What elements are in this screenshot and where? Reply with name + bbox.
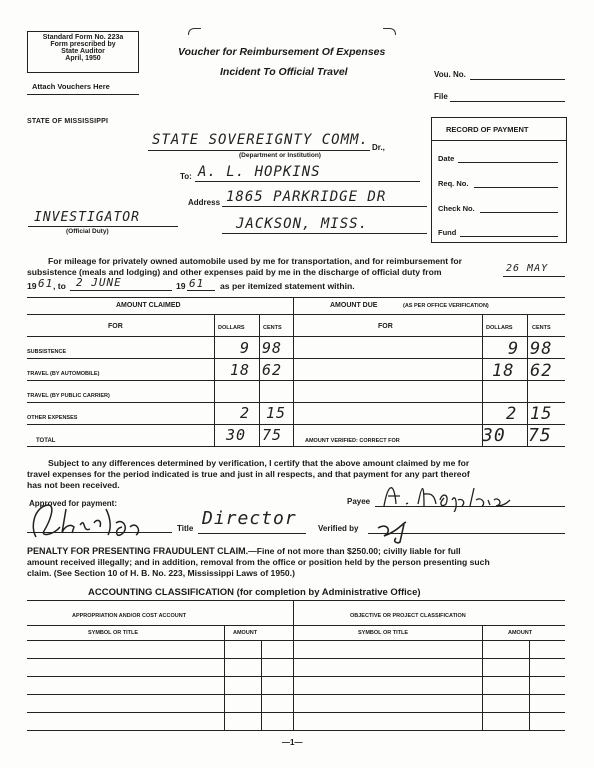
department-caption: (Department or Institution) [239, 152, 321, 159]
verified-by-label: Verified by [318, 524, 359, 533]
acct-bottom-rule [27, 730, 565, 731]
other-expenses-cents: 15 [266, 404, 287, 422]
cents-column-header: CENTS [263, 325, 282, 331]
department-value: STATE SOVEREIGNTY COMM. [152, 132, 369, 148]
attach-line [27, 94, 139, 95]
row-label-other-expenses: OTHER EXPENSES [27, 415, 78, 421]
attach-vouchers-label: Attach Vouchers Here [32, 82, 110, 91]
table-bottom-rule [27, 446, 565, 447]
file-label: File [434, 92, 448, 101]
check-no-label: Check No. [438, 204, 475, 213]
row-label-travel-public: TRAVEL (BY PUBLIC CARRIER) [27, 393, 110, 399]
verified-dollars-column-header: DOLLARS [486, 325, 513, 331]
verified-total-cents: 75 [528, 425, 552, 446]
state-label: STATE OF MISSISSIPPI [27, 118, 109, 125]
total-label: TOTAL [36, 438, 56, 444]
official-duty-line [28, 226, 178, 227]
cents-col-left [259, 314, 260, 446]
year-prefix-2: 19 [176, 281, 186, 291]
penalty-line1: —Fine of not more than $250.00; civilly liable for full [248, 546, 461, 556]
amount-due-header: AMOUNT DUE [330, 302, 378, 309]
other-expenses-dollars: 2 [240, 404, 251, 422]
amount-verified-label: AMOUNT VERIFIED: CORRECT FOR [305, 438, 400, 444]
official-duty-value: INVESTIGATOR [34, 210, 140, 225]
fund-field[interactable] [460, 236, 558, 237]
subsistence-verified-cents: 98 [530, 339, 553, 359]
subsistence-verified-dollars: 9 [508, 339, 520, 359]
total-cents: 75 [262, 426, 283, 444]
req-no-field[interactable] [474, 187, 558, 188]
record-of-payment-box [431, 117, 567, 243]
subsistence-dollars: 9 [240, 339, 251, 357]
table-col-header-rule [27, 336, 565, 337]
record-title-divider [432, 140, 566, 141]
year-1-value: 61 [38, 277, 54, 290]
acct-center-divider [293, 600, 294, 730]
table-center-divider [293, 297, 294, 446]
penalty-text-line3: claim. (See Section 10 of H. B. No. 223, Mississippi Laws of 1950.) [27, 568, 295, 578]
penalty-text-line1 [27, 546, 461, 557]
voucher-subtitle: Incident To Official Travel [220, 66, 348, 78]
acct-amount-sub-col [261, 640, 262, 730]
address-line1-value: 1865 PARKRIDGE DR [226, 189, 387, 205]
file-field[interactable] [450, 101, 565, 102]
payment-date-field[interactable] [458, 162, 558, 163]
record-of-payment-title: RECORD OF PAYMENT [446, 125, 529, 134]
form-date-line: April, 1950 [65, 55, 101, 62]
to-date-line [70, 290, 172, 291]
staple-mark-right [383, 28, 396, 35]
department-line [148, 150, 370, 151]
title-line[interactable] [198, 533, 306, 534]
travel-auto-cents: 62 [262, 361, 283, 379]
to-date-value: 2 JUNE [76, 276, 122, 289]
table-header-rule [27, 314, 565, 315]
acct-header-rule [27, 625, 565, 626]
title-value: Director [202, 508, 297, 529]
acct-row1-rule [27, 658, 565, 659]
amount-claimed-header: AMOUNT CLAIMED [116, 302, 181, 309]
acct-top-rule [27, 600, 565, 601]
address-line2 [222, 233, 427, 234]
year-prefix-1: 19 [27, 281, 37, 291]
to-word: , to [53, 281, 66, 291]
amount-due-note: (AS PER OFFICE VERIFICATION) [403, 303, 489, 309]
from-date-line [503, 276, 565, 277]
approver-signature [20, 497, 170, 541]
table-row3-rule [27, 402, 565, 403]
to-line [195, 181, 420, 182]
year-2-line [187, 290, 215, 291]
verified-for-column-header: FOR [378, 323, 393, 330]
right-symbol-header: SYMBOL OR TITLE [358, 630, 409, 636]
appropriation-header: APPROPRIATION AND/OR COST ACCOUNT [72, 613, 187, 619]
acct-row3-rule [27, 694, 565, 695]
form-number-box [27, 31, 139, 73]
to-label: To: [180, 172, 192, 181]
certify-line2: travel expenses for the period indicated is true and just in all respects, and that payment for any part thereof [27, 469, 470, 479]
mileage-text-line3: as per itemized statement within. [220, 281, 355, 291]
travel-auto-verified-dollars: 18 [492, 361, 515, 381]
other-expenses-verified-cents: 15 [530, 404, 553, 424]
title-label: Title [177, 524, 194, 533]
left-symbol-header: SYMBOL OR TITLE [88, 630, 139, 636]
acct-row2-rule [27, 676, 565, 677]
table-row2-rule [27, 380, 565, 381]
voucher-number-label: Vou. No. [434, 70, 466, 79]
department-suffix: Dr., [372, 143, 385, 152]
row-label-subsistence: SUBSISTENCE [27, 349, 67, 355]
verified-cents-column-header: CENTS [532, 325, 551, 331]
address-line1 [222, 206, 427, 207]
from-date-value: 26 MAY [506, 263, 549, 274]
row-label-travel-auto: TRAVEL (BY AUTOMOBILE) [27, 371, 100, 377]
verified-total-dollars: 30 [482, 425, 506, 446]
certify-line3: has not been received. [27, 480, 120, 490]
acct-right-amount-sub-col [529, 640, 530, 730]
other-expenses-verified-dollars: 2 [506, 404, 518, 424]
address-label: Address [188, 198, 221, 207]
left-amount-header: AMOUNT [233, 630, 258, 636]
address-line2-value: JACKSON, MISS. [236, 216, 369, 232]
dollars-col-left [214, 314, 215, 446]
payee-label: Payee [347, 497, 371, 506]
approved-for-payment-label: Approved for payment: [29, 499, 118, 508]
for-column-header: FOR [108, 323, 123, 330]
total-dollars: 30 [226, 426, 247, 444]
req-no-label: Req. No. [438, 179, 469, 188]
right-amount-header: AMOUNT [508, 630, 533, 636]
year-2-value: 61 [189, 277, 205, 290]
certify-line1: Subject to any differences determined by verification, I certify that the above amount claimed by me for [48, 458, 470, 468]
acct-row4-rule [27, 712, 565, 713]
form-number-line: Standard Form No. 223a [42, 34, 124, 41]
table-row1-rule [27, 358, 565, 359]
page-number: —1— [282, 738, 303, 747]
form-auditor-line: State Auditor [61, 48, 105, 55]
check-no-field[interactable] [480, 212, 558, 213]
payee-signature [378, 478, 558, 512]
travel-auto-verified-cents: 62 [530, 361, 553, 381]
mileage-text-line2: subsistence (meals and lodging) and other expenses paid by me in the discharge of official duty from [27, 267, 442, 277]
official-duty-caption: (Official Duty) [66, 228, 109, 235]
travel-auto-dollars: 18 [230, 361, 251, 379]
fund-label: Fund [438, 228, 457, 237]
staple-mark-left [188, 28, 201, 35]
table-top-rule [27, 297, 565, 298]
objective-header: OBJECTIVE OR PROJECT CLASSIFICATION [350, 613, 466, 619]
form-prescribed-line: Form prescribed by [50, 41, 116, 48]
acct-right-amount-col-left [482, 625, 483, 730]
mileage-text-line1: For mileage for privately owned automobile used by me for transportation, and for reimbursement for [48, 256, 462, 266]
dollars-column-header: DOLLARS [218, 325, 245, 331]
penalty-text-line2: amount received illegally; and in addition, removal from the office or position held by the person presenting such [27, 557, 490, 567]
acct-col-header-rule [27, 640, 565, 641]
penalty-heading: PENALTY FOR PRESENTING FRAUDULENT CLAIM. [27, 546, 249, 556]
acct-amount-col-left [224, 625, 225, 730]
voucher-title: Voucher for Reimbursement Of Expenses [178, 46, 386, 58]
payment-date-label: Date [438, 154, 455, 163]
subsistence-cents: 98 [262, 339, 283, 357]
verifier-initials [374, 510, 434, 544]
voucher-number-field[interactable] [470, 79, 565, 80]
accounting-classification-title: ACCOUNTING CLASSIFICATION (for completion by Administrative Office) [88, 587, 421, 598]
payee-name-value: A. L. HOPKINS [198, 164, 321, 180]
